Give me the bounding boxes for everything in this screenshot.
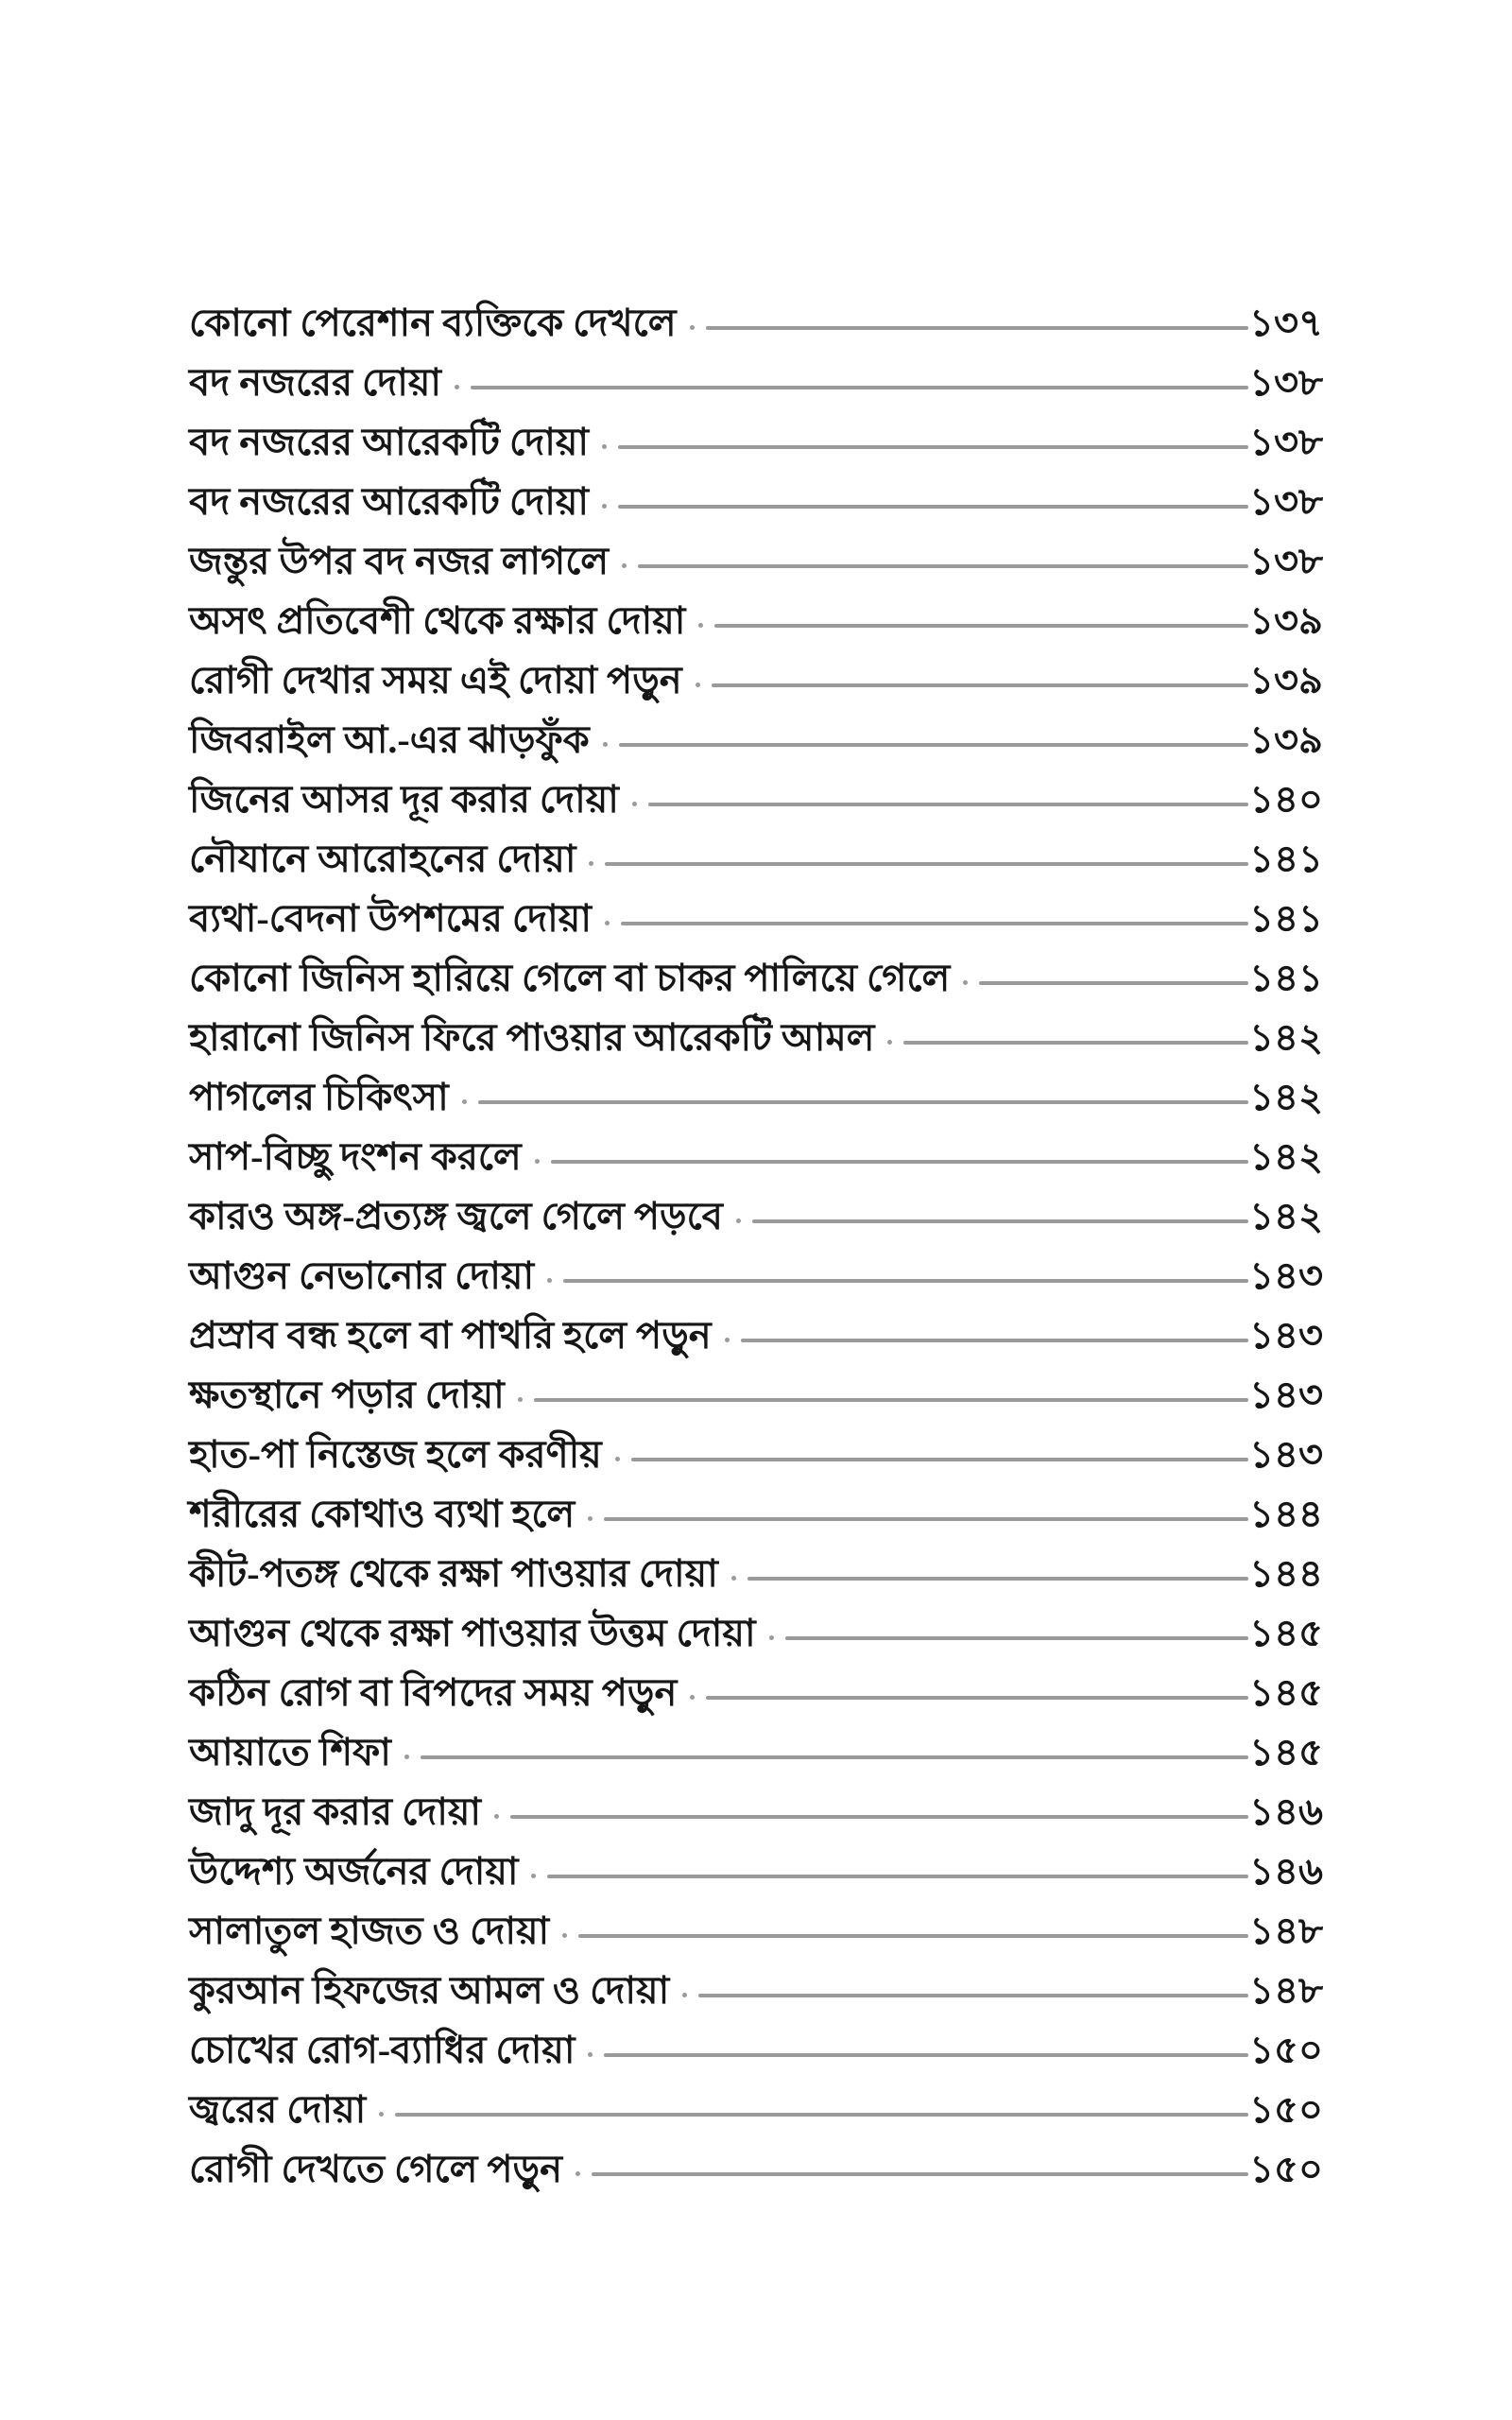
toc-entry-title: কুরআন হিফজের আমল ও দোয়া	[189, 1969, 670, 2012]
toc-entry-title: জ্বরের দোয়া	[189, 2088, 367, 2131]
toc-entry	[189, 2141, 1323, 2201]
leader-line	[725, 1338, 1248, 1342]
toc-entry-title: ব্যথা-বেদনা উপশমের দোয়া	[189, 897, 592, 940]
toc-entry-page: ১৪০	[1249, 778, 1323, 821]
toc-entry-page: ১৩৮	[1249, 480, 1323, 523]
leader-line	[462, 1099, 1248, 1104]
toc-entry-page: ১৪১	[1249, 838, 1323, 880]
toc-entry	[189, 890, 1323, 950]
toc-entry	[189, 533, 1323, 593]
toc-entry	[189, 712, 1323, 771]
leader-line	[494, 1814, 1248, 1819]
toc-entry-page: ১৩৯	[1249, 718, 1323, 761]
leader-line	[562, 1933, 1248, 1938]
toc-entry-title: নৌযানে আরোহনের দোয়া	[189, 838, 576, 880]
toc-entry-title: আয়াতে শিফা	[189, 1731, 391, 1773]
leader-line	[588, 1516, 1248, 1521]
toc-list	[189, 295, 1323, 2201]
leader-line	[589, 861, 1248, 866]
toc-entry	[189, 1665, 1323, 1724]
toc-entry	[189, 950, 1323, 1010]
toc-entry	[189, 1605, 1323, 1665]
toc-entry-title: চোখের রোগ-ব্যাধির দোয়া	[189, 2029, 576, 2071]
toc-entry-page: ১৪৫	[1249, 1612, 1323, 1654]
toc-entry-title: অসৎ প্রতিবেশী থেকে রক্ষার দোয়া	[189, 599, 686, 642]
leader-line	[622, 563, 1248, 568]
toc-entry-page: ১৪৫	[1249, 1671, 1323, 1714]
toc-entry	[189, 1129, 1323, 1188]
toc-entry-title: কঠিন রোগ বা বিপদের সময় পড়ুন	[189, 1671, 678, 1714]
toc-entry	[189, 593, 1323, 652]
leader-line	[547, 1278, 1248, 1283]
toc-entry	[189, 1307, 1323, 1367]
leader-line	[698, 623, 1248, 628]
toc-entry	[189, 414, 1323, 474]
toc-entry-page: ১৪১	[1249, 897, 1323, 940]
leader-line	[963, 980, 1248, 985]
toc-entry	[189, 1903, 1323, 1962]
leader-line	[632, 802, 1248, 806]
toc-entry	[189, 1188, 1323, 1248]
toc-entry-title: জন্তুর উপর বদ নজর লাগলে	[189, 540, 610, 582]
toc-entry-title: প্রস্রাব বন্ধ হলে বা পাথরি হলে পড়ুন	[189, 1314, 712, 1357]
toc-entry-title: আগুন নেভানোর দোয়া	[189, 1254, 535, 1297]
toc-entry-title: ক্ষতস্থানে পড়ার দোয়া	[189, 1374, 505, 1416]
leader-line	[576, 2171, 1248, 2176]
toc-entry-page: ১৩৮	[1249, 421, 1323, 463]
toc-entry-page: ১৪৫	[1249, 1731, 1323, 1773]
toc-entry	[189, 1426, 1323, 1486]
toc-entry	[189, 1546, 1323, 1605]
toc-entry	[189, 1486, 1323, 1546]
toc-entry	[189, 1784, 1323, 1843]
leader-line	[731, 1576, 1248, 1581]
toc-entry-page: ১৪৩	[1249, 1433, 1323, 1476]
toc-entry-title: রোগী দেখার সময় এই দোয়া পড়ুন	[189, 659, 682, 701]
leader-line	[535, 1159, 1248, 1164]
toc-entry	[189, 2022, 1323, 2082]
toc-entry	[189, 1010, 1323, 1069]
leader-line	[690, 325, 1248, 330]
toc-entry-page: ১৪৩	[1249, 1374, 1323, 1416]
toc-entry-page: ১৪৪	[1249, 1552, 1323, 1595]
leader-line	[379, 2112, 1248, 2117]
leader-line	[696, 683, 1248, 687]
leader-line	[605, 921, 1248, 925]
leader-line	[736, 1219, 1248, 1223]
toc-entry-title: হাত-পা নিস্তেজ হলে করণীয়	[189, 1433, 602, 1476]
toc-entry-title: সালাতুল হাজত ও দোয়া	[189, 1910, 550, 1952]
toc-entry-page: ১৪২	[1249, 1016, 1323, 1059]
toc-entry-page: ১৪৬	[1249, 1850, 1323, 1893]
toc-entry-page: ১৪১	[1249, 957, 1323, 999]
toc-entry	[189, 2082, 1323, 2141]
leader-line	[690, 1695, 1248, 1700]
toc-entry-page: ১৪২	[1249, 1135, 1323, 1178]
toc-entry-page: ১৩৯	[1249, 599, 1323, 642]
toc-entry-page: ১৪৪	[1249, 1493, 1323, 1535]
toc-entry-title: কোনো জিনিস হারিয়ে গেলে বা চাকর পালিয়ে গেলে	[189, 957, 951, 999]
toc-entry	[189, 1962, 1323, 2022]
leader-line	[531, 1874, 1248, 1878]
leader-line	[769, 1635, 1249, 1640]
toc-entry-page: ১৪৮	[1249, 1910, 1323, 1952]
toc-entry-page: ১৪৮	[1249, 1969, 1323, 2012]
toc-entry	[189, 1248, 1323, 1307]
toc-entry-page: ১৪৩	[1249, 1314, 1323, 1357]
toc-entry-page: ১৪২	[1249, 1076, 1323, 1118]
toc-entry-title: কোনো পেরেশান ব্যক্তিকে দেখলে	[189, 302, 677, 344]
toc-entry-title: জিবরাইল আ.-এর ঝাড়ফুঁক	[189, 718, 590, 761]
leader-line	[682, 1993, 1248, 1997]
toc-entry-title: কারও অঙ্গ-প্রত্যঙ্গ জ্বলে গেলে পড়বে	[189, 1195, 723, 1237]
leader-line	[615, 1457, 1248, 1461]
toc-entry	[189, 295, 1323, 354]
toc-entry-title: হারানো জিনিস ফিরে পাওয়ার আরেকটি আমল	[189, 1016, 875, 1059]
toc-entry-title: জাদু দূর করার দোয়া	[189, 1790, 482, 1833]
toc-entry	[189, 652, 1323, 712]
toc-entry-page: ১৩৯	[1249, 659, 1323, 701]
toc-entry-page: ১৪৩	[1249, 1254, 1323, 1297]
leader-line	[588, 2052, 1248, 2057]
toc-entry-page: ১৪২	[1249, 1195, 1323, 1237]
leader-line	[602, 444, 1248, 449]
toc-entry-title: বদ নজরের আরেকটি দোয়া	[189, 480, 589, 523]
leader-line	[887, 1040, 1248, 1045]
toc-entry-page: ১৩৮	[1249, 540, 1323, 582]
toc-entry-page: ১৫০	[1249, 2088, 1323, 2131]
toc-entry-title: বদ নজরের আরেকটি দোয়া	[189, 421, 589, 463]
toc-entry	[189, 1843, 1323, 1903]
leader-line	[404, 1754, 1248, 1759]
toc-entry	[189, 831, 1323, 890]
toc-entry-page: ১৩৭	[1249, 302, 1323, 344]
leader-line	[602, 504, 1248, 509]
toc-entry-page: ১৫০	[1249, 2029, 1323, 2071]
toc-entry	[189, 1367, 1323, 1426]
toc-entry	[189, 1069, 1323, 1129]
toc-entry-title: বদ নজরের দোয়া	[189, 361, 442, 404]
toc-entry-title: শরীরের কোথাও ব্যথা হলে	[189, 1493, 576, 1535]
toc-entry	[189, 1724, 1323, 1784]
toc-entry	[189, 771, 1323, 831]
toc-entry-title: পাগলের চিকিৎসা	[189, 1076, 449, 1118]
toc-entry-page: ১৩৮	[1249, 361, 1323, 404]
leader-line	[455, 385, 1248, 389]
toc-entry-title: জিনের আসর দূর করার দোয়া	[189, 778, 619, 821]
toc-entry	[189, 474, 1323, 533]
toc-entry-title: উদ্দেশ্য অর্জনের দোয়া	[189, 1850, 519, 1893]
toc-entry-title: আগুন থেকে রক্ষা পাওয়ার উত্তম দোয়া	[189, 1612, 756, 1654]
toc-entry-title: কীট-পতঙ্গ থেকে রক্ষা পাওয়ার দোয়া	[189, 1552, 718, 1595]
leader-line	[518, 1397, 1248, 1402]
toc-entry-title: সাপ-বিচ্ছু দংশন করলে	[189, 1135, 522, 1178]
leader-line	[603, 742, 1248, 747]
toc-entry-page: ১৪৬	[1249, 1790, 1323, 1833]
toc-entry	[189, 354, 1323, 414]
toc-entry-page: ১৫০	[1249, 2148, 1323, 2190]
toc-entry-title: রোগী দেখতে গেলে পড়ুন	[189, 2148, 562, 2190]
